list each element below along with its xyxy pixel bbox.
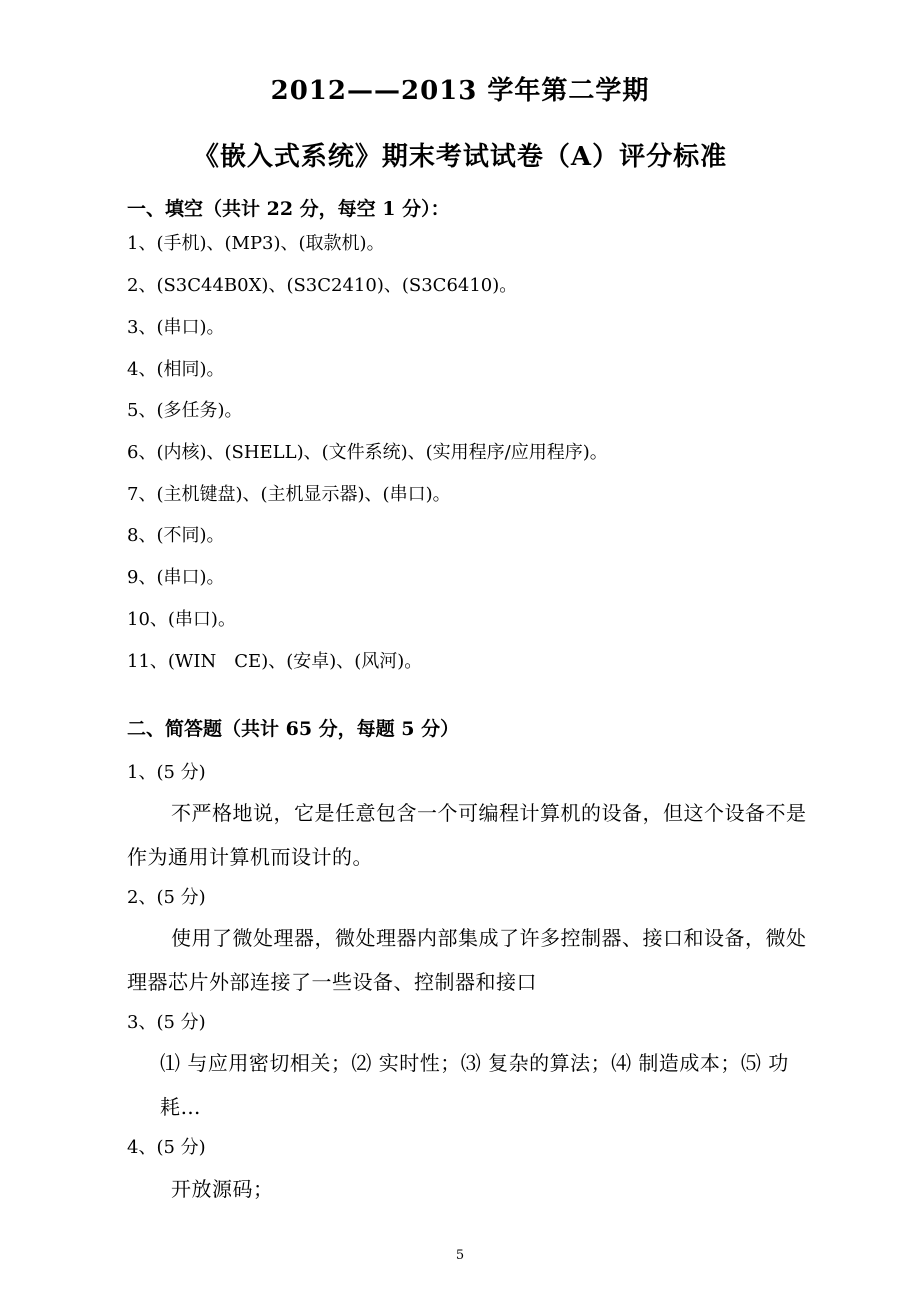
answer-paragraph-line: 使用了微处理器，微处理器内部集成了许多控制器、接口和设备，微处	[171, 926, 807, 950]
answer-item: 11、(WIN CE)、(安卓)、(风河)。	[127, 651, 423, 672]
answer-item: 1、(手机)、(MP3)、(取款机)。	[127, 233, 385, 254]
section-heading-short-answer: 二、简答题（共计 65 分，每题 5 分）	[127, 718, 460, 740]
question-label: 1、(5 分)	[127, 762, 206, 783]
answer-item: 8、(不同)。	[127, 525, 225, 546]
answer-item: 5、(多任务)。	[127, 400, 243, 421]
answer-item: 6、(内核)、(SHELL)、(文件系统)、(实用程序/应用程序)。	[127, 442, 608, 463]
answer-paragraph-line: 耗…	[160, 1095, 201, 1119]
answer-paragraph-line: 作为通用计算机而设计的。	[127, 845, 373, 869]
question-label: 4、(5 分)	[127, 1137, 206, 1158]
answer-item: 4、(相同)。	[127, 359, 225, 380]
answer-item: 2、(S3C44B0X)、(S3C2410)、(S3C6410)。	[127, 275, 518, 296]
question-label: 3、(5 分)	[127, 1012, 206, 1033]
page-number: 5	[455, 1248, 465, 1263]
answer-paragraph-line: 不严格地说，它是任意包含一个可编程计算机的设备，但这个设备不是	[171, 801, 807, 825]
document-subtitle: 《嵌入式系统》期末考试试卷（A）评分标准	[192, 142, 728, 172]
answer-item: 10、(串口)。	[127, 609, 236, 630]
answer-item: 9、(串口)。	[127, 567, 225, 588]
answer-item: 3、(串口)。	[127, 317, 225, 338]
answer-paragraph-line: 理器芯片外部连接了一些设备、控制器和接口	[127, 970, 537, 994]
question-label: 2、(5 分)	[127, 887, 206, 908]
answer-paragraph-line: ⑴ 与应用密切相关；⑵ 实时性；⑶ 复杂的算法；⑷ 制造成本；⑸ 功	[160, 1051, 789, 1075]
answer-paragraph-line: 开放源码；	[171, 1177, 274, 1201]
section-heading-fill-blanks: 一、填空（共计 22 分，每空 1 分）：	[127, 198, 450, 220]
document-title: 2012——2013 学年第二学期	[270, 76, 650, 106]
answer-item: 7、(主机键盘)、(主机显示器)、(串口)。	[127, 484, 451, 505]
